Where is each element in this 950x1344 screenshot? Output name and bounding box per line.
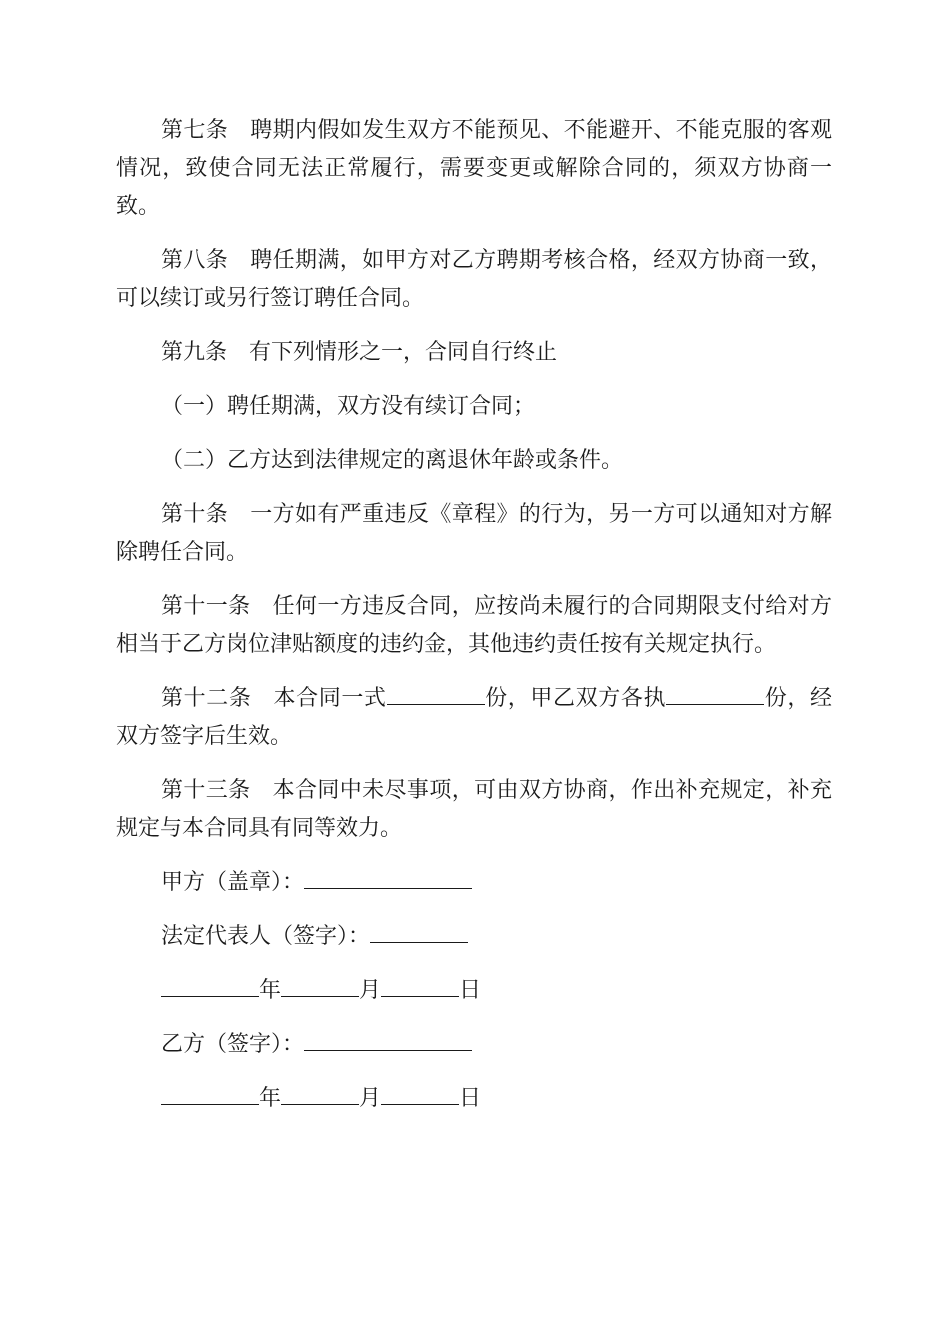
article-text: 聘期内假如发生双方不能预见、不能避开、不能克服的客观情况，致使合同无法正常履行，需要变更或解除合同的，须双方协商一致。: [116, 118, 832, 219]
party-a-label: 甲方（盖章）：: [161, 870, 305, 895]
article-text: 份，经双方签字后生效。: [116, 686, 832, 749]
month-label: 月: [359, 1086, 382, 1111]
legal-rep-label: 法定代表人（签字）：: [161, 924, 371, 949]
article-8: [116, 242, 832, 318]
day-blank[interactable]: [381, 1080, 459, 1105]
article-label: 第十二条: [161, 686, 252, 711]
article-text: 一方如有严重违反《章程》的行为，另一方可以通知对方解除聘任合同。: [116, 502, 832, 565]
party-b-label: 乙方（签字）：: [161, 1032, 305, 1057]
article-10: [116, 496, 832, 572]
copies-each-blank[interactable]: [666, 680, 764, 705]
party-a-blank[interactable]: [304, 864, 472, 889]
article-text: 份，甲乙双方各执: [484, 686, 667, 711]
date-line-2: [116, 1080, 832, 1118]
article-text: 聘任期满，如甲方对乙方聘期考核合格，经双方协商一致，可以续订或另行签订聘任合同。: [116, 248, 832, 311]
article-label: 第八条: [161, 248, 229, 273]
party-a-line: [116, 864, 832, 902]
document-page: [116, 112, 832, 1134]
article-label: 第七条: [161, 118, 229, 143]
article-label: 第十一条: [161, 594, 251, 619]
article-label: 第十条: [161, 502, 229, 527]
month-blank[interactable]: [281, 1080, 359, 1105]
article-11: [116, 588, 832, 664]
year-label: 年: [259, 978, 282, 1003]
article-text: 本合同一式: [273, 686, 387, 711]
day-label: 日: [459, 978, 482, 1003]
party-b-blank[interactable]: [304, 1026, 472, 1051]
month-blank[interactable]: [281, 972, 359, 997]
article-text: 有下列情形之一，合同自行终止: [249, 340, 558, 365]
day-label: 日: [459, 1086, 482, 1111]
article-label: 第十三条: [161, 778, 251, 803]
article-9: [116, 334, 832, 372]
article-label: 第九条: [161, 340, 228, 365]
month-label: 月: [359, 978, 382, 1003]
article-text: 任何一方违反合同，应按尚未履行的合同期限支付给对方相当于乙方岗位津贴额度的违约金，其他违约责任按有关规定执行。: [116, 594, 832, 657]
year-blank[interactable]: [161, 972, 259, 997]
article-text: 本合同中未尽事项，可由双方协商，作出补充规定，补充规定与本合同具有同等效力。: [116, 778, 832, 841]
article-12: [116, 680, 832, 756]
article-7: [116, 112, 832, 226]
date-line-1: [116, 972, 832, 1010]
list-item-2: （二）乙方达到法律规定的离退休年龄或条件。: [161, 448, 624, 473]
legal-rep-line: [116, 918, 832, 956]
copies-blank[interactable]: [387, 680, 485, 705]
day-blank[interactable]: [381, 972, 459, 997]
party-b-line: [116, 1026, 832, 1064]
legal-rep-blank[interactable]: [370, 918, 468, 943]
list-item-1: （一）聘任期满，双方没有续订合同；: [161, 394, 536, 419]
year-label: 年: [259, 1086, 282, 1111]
year-blank[interactable]: [161, 1080, 259, 1105]
article-13: [116, 772, 832, 848]
